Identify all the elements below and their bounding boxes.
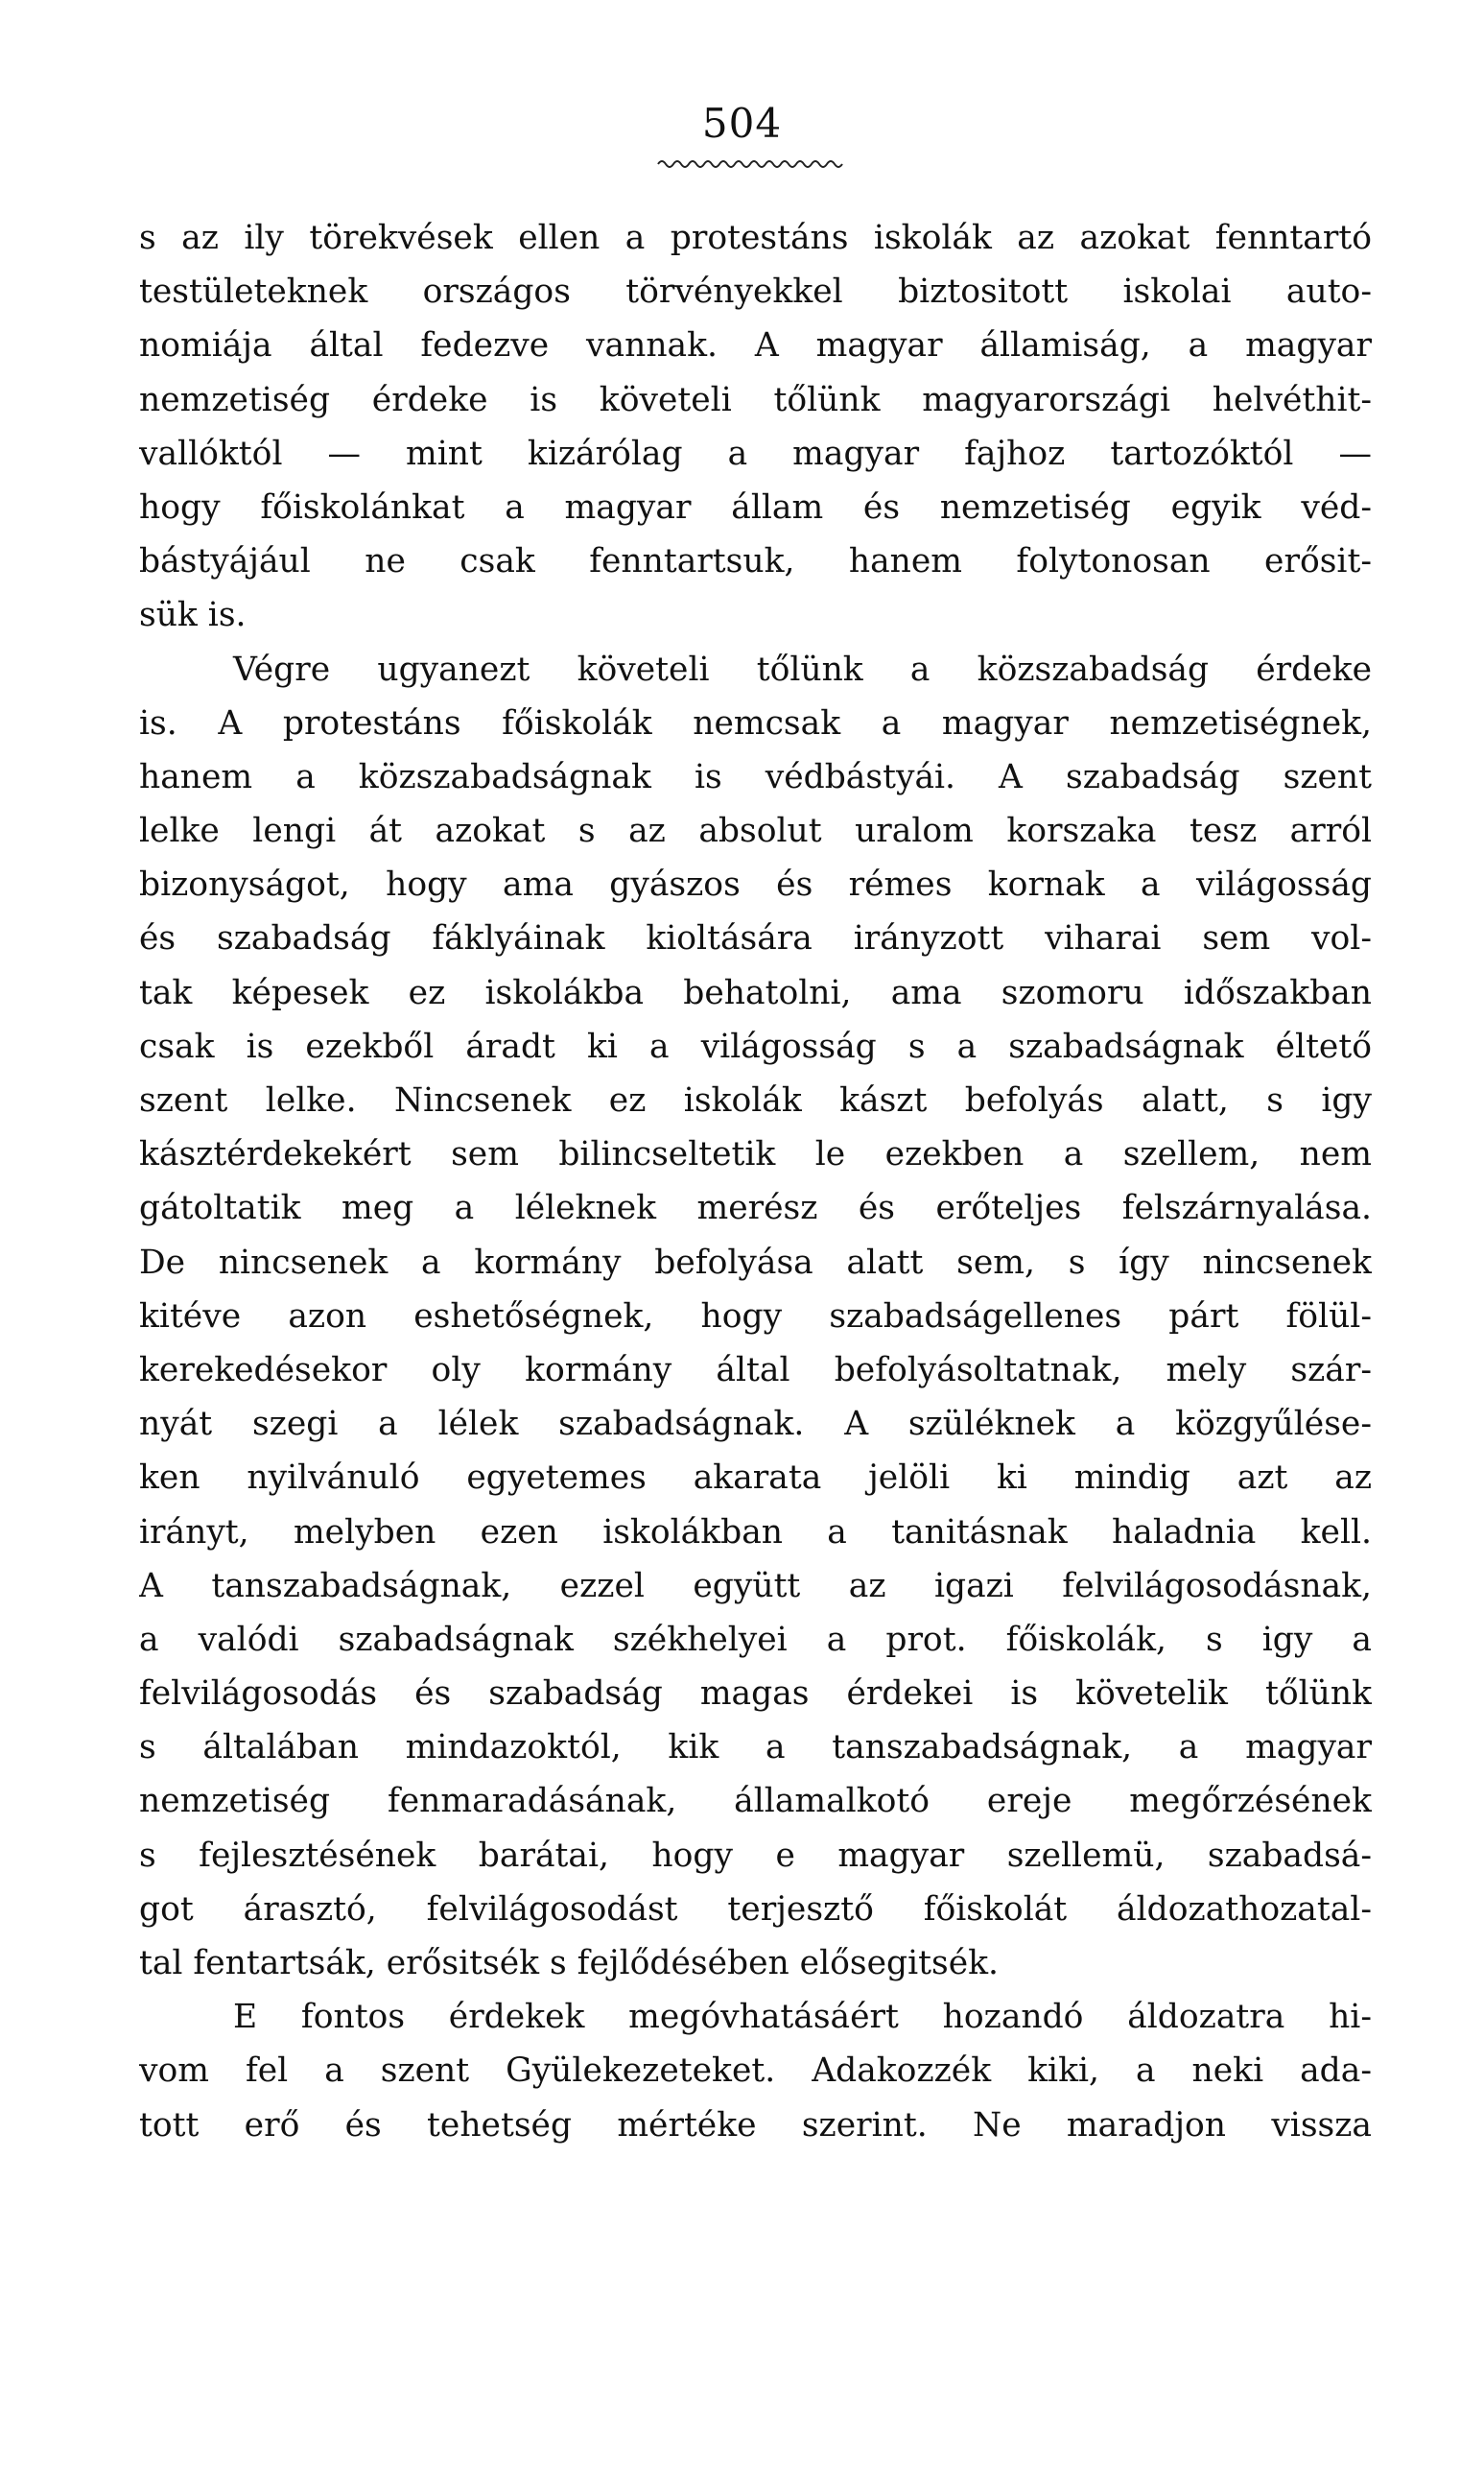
text-line: sük is. [139,596,247,635]
text-line: bástyájául ne csak fenntartsuk, hanem folytonosan erősit- [139,542,1372,581]
wavy-rule-ornament [656,155,844,171]
body-text [139,211,1372,2152]
text-line: lelke lengi át azokat s az absolut uralom korszaka tesz arról [139,812,1372,851]
text-line: nyát szegi a lélek szabadságnak. A szüléknek a közgyűlése- [139,1405,1372,1444]
text-line: tott erő és tehetség mértéke szerint. Ne maradjon vissza [139,2105,1372,2145]
text-line: s általában mindazoktól, kik a tanszabadságnak, a magyar [139,1728,1372,1767]
text-line: felvilágosodás és szabadság magas érdekei is követelik tőlünk [139,1674,1372,1714]
text-line: testületeknek országos törvényekkel biztositott iskolai auto- [139,273,1372,312]
text-line: E fontos érdekek megóvhatásáért hozandó áldozatra hi- [233,1998,1372,2037]
text-line: nemzetiség fenmaradásának, államalkotó ereje megőrzésének [139,1782,1372,1821]
page-number: 504 [701,100,783,147]
text-line: kitéve azon eshetőségnek, hogy szabadságellenes párt fölül- [139,1296,1372,1336]
text-line: csak is ezekből áradt ki a világosság s a szabadságnak éltető [139,1027,1372,1066]
text-line: got árasztó, felvilágosodást terjesztő főiskolát áldozathozatal- [139,1889,1372,1929]
text-line: tak képesek ez iskolákba behatolni, ama szomoru időszakban [139,973,1372,1012]
text-line: is. A protestáns főiskolák nemcsak a magyar nemzetiségnek, [139,703,1372,743]
text-line: tal fentartsák, erősitsék s fejlődésében elősegitsék. [139,1944,1000,1982]
text-line: a valódi szabadságnak székhelyei a prot. főiskolák, s igy a [139,1620,1372,1659]
text-line: Végre ugyanezt követeli tőlünk a közszabadság érdeke [233,650,1372,689]
text-line: De nincsenek a kormány befolyása alatt sem, s így nincsenek [139,1243,1372,1282]
text-line: A tanszabadságnak, ezzel együtt az igazi felvilágosodásnak, [139,1566,1372,1605]
text-line: és szabadság fáklyáinak kioltására irányzott viharai sem vol- [139,919,1372,959]
text-line: kerekedésekor oly kormány által befolyásoltatnak, mely szár- [139,1350,1372,1389]
text-line: nomiája által fedezve vannak. A magyar államiság, a magyar [139,326,1372,366]
text-line: ken nyilvánuló egyetemes akarata jelöli ki mindig azt az [139,1458,1372,1498]
text-line: kásztérdekekért sem bilincseltetik le ezekben a szellem, nem [139,1135,1372,1174]
text-line: s fejlesztésének barátai, hogy e magyar szellemü, szabadsá- [139,1836,1372,1875]
text-line: hogy főiskolánkat a magyar állam és nemzetiség egyik véd- [139,487,1372,527]
text-line: szent lelke. Nincsenek ez iskolák kászt befolyás alatt, s igy [139,1081,1372,1120]
text-line: s az ily törekvések ellen a protestáns iskolák az azokat fenntartó [139,219,1372,257]
text-line: irányt, melyben ezen iskolákban a tanitásnak haladnia kell. [139,1512,1372,1552]
text-line: vom fel a szent Gyülekezeteket. Adakozzék kiki, a neki ada- [139,2051,1372,2091]
text-line: nemzetiség érdeke is követeli tőlünk magyarországi helvéthit- [139,380,1372,419]
text-line: hanem a közszabadságnak is védbástyái. A szabadság szent [139,757,1372,796]
text-line: gátoltatik meg a léleknek merész és erőteljes felszárnyalása. [139,1189,1372,1228]
page-header [0,100,1484,147]
text-line: bizonyságot, hogy ama gyászos és rémes kornak a világosság [139,865,1372,905]
text-line: vallóktól — mint kizárólag a magyar fajhoz tartozóktól — [139,434,1372,473]
